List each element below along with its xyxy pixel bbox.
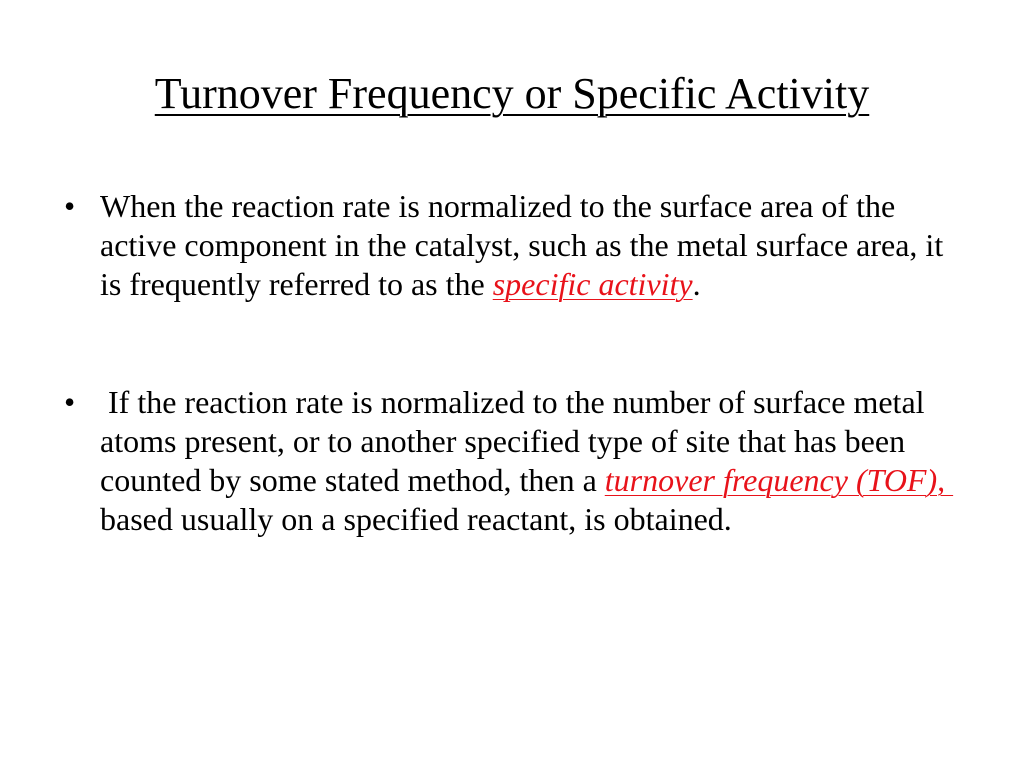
specific-activity-term: specific activity: [492, 266, 693, 302]
bullet-item-specific-activity: [60, 187, 960, 304]
slide-title: [0, 66, 1024, 122]
bullet-dot-icon: •: [64, 188, 76, 224]
bullet-text-before: When the reaction rate is normalized to the surface area of the active component in the catalyst, such as the metal surface area, it is frequently referred to as the: [100, 188, 944, 302]
bullet-text-after: .: [692, 266, 701, 302]
bullet-item-turnover-frequency: [60, 383, 960, 539]
bullet-text-before: If the reaction rate is normalized to the number of surface metal atoms present, or to another specified type of site that has been counted by some stated method, then a: [100, 384, 933, 498]
bullet-dot-icon: •: [64, 384, 76, 420]
bullet-text-after: based usually on a specified reactant, is obtained.: [100, 501, 732, 537]
slide-title-text: Turnover Frequency or Specific Activity: [154, 69, 870, 118]
turnover-frequency-term: turnover frequency (TOF),: [604, 462, 954, 498]
bullet-list: [60, 187, 960, 539]
